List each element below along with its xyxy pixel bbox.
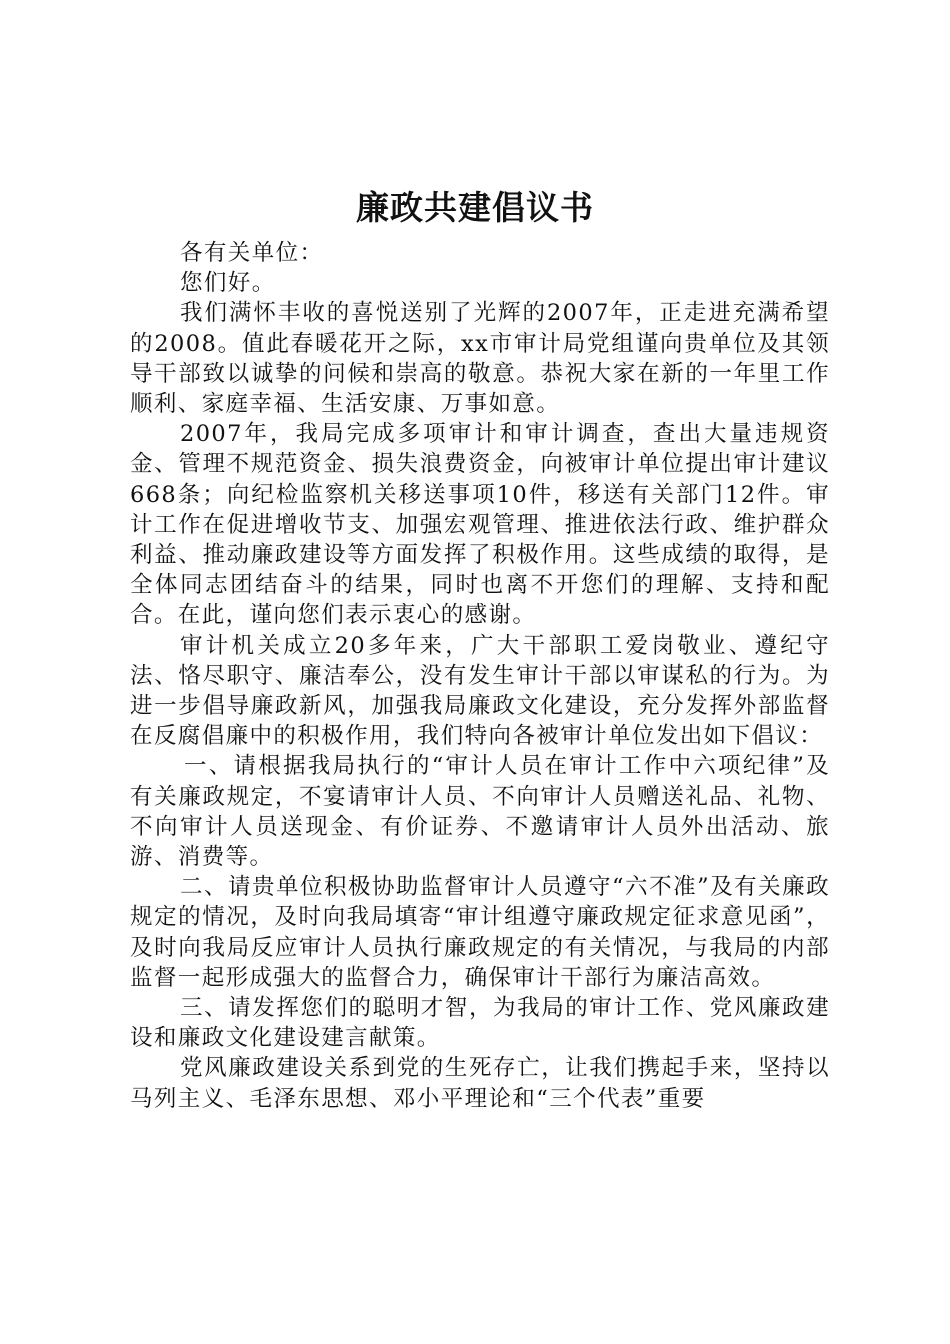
proposal-item-1: 一、请根据我局执行的“审计人员在审计工作中六项纪律”及有关廉政规定，不宴请审计人员、不向审计人员赠送礼品、礼物、不向审计人员送现金、有价证券、不邀请审计人员外出活动、旅游、消费等。 xyxy=(130,753,830,871)
paragraph-proposal-intro: 审计机关成立20多年来，广大干部职工爱岗敬业、遵纪守法、恪尽职守、廉洁奉公，没有发生审计干部以审谋私的行为。为进一步倡导廉政新风，加强我局廉政文化建设，充分发挥外部监督在反腐倡廉中的积极作用，我们特向各被审计单位发出如下倡议： xyxy=(130,632,830,750)
paragraph-new-year: 我们满怀丰收的喜悦送别了光辉的2007年，正走进充满希望的2008。值此春暖花开之际，xx市审计局党组谨向贵单位及其领导干部致以诚挚的问候和崇高的敬意。恭祝大家在新的一年里工作顺利、家庭幸福、生活安康、万事如意。 xyxy=(130,300,830,418)
paragraph-2007-results: 2007年，我局完成多项审计和审计调查，查出大量违规资金、管理不规范资金、损失浪费资金，向被审计单位提出审计建议668条；向纪检监察机关移送事项10件，移送有关部门12件。审计工作在促进增收节支、加强宏观管理、推进依法行政、维护群众利益、推动廉政建设等方面发挥了积极作用。这些成绩的取得，是全体同志团结奋斗的结果，同时也离不开您们的理解、支持和配合。在此，谨向您们表示衷心的感谢。 xyxy=(130,421,830,629)
paragraph-closing: 党风廉政建设关系到党的生死存亡，让我们携起手来，坚持以马列主义、毛泽东思想、邓小平理论和“三个代表”重要 xyxy=(130,1055,830,1112)
document-body xyxy=(130,238,830,1114)
proposal-item-2: 二、请贵单位积极协助监督审计人员遵守“六不准”及有关廉政规定的情况，及时向我局填寄“审计组遵守廉政规定征求意见函”，及时向我局反应审计人员执行廉政规定的有关情况，与我局的内部监督一起形成强大的监督合力，确保审计干部行为廉洁高效。 xyxy=(130,874,830,991)
document-title: 廉政共建倡议书 xyxy=(356,188,594,227)
salutation: 各有关单位： xyxy=(180,240,324,266)
proposal-item-3: 三、请发挥您们的聪明才智，为我局的审计工作、党风廉政建设和廉政文化建设建言献策。 xyxy=(130,995,830,1052)
greeting: 您们好。 xyxy=(180,270,276,297)
